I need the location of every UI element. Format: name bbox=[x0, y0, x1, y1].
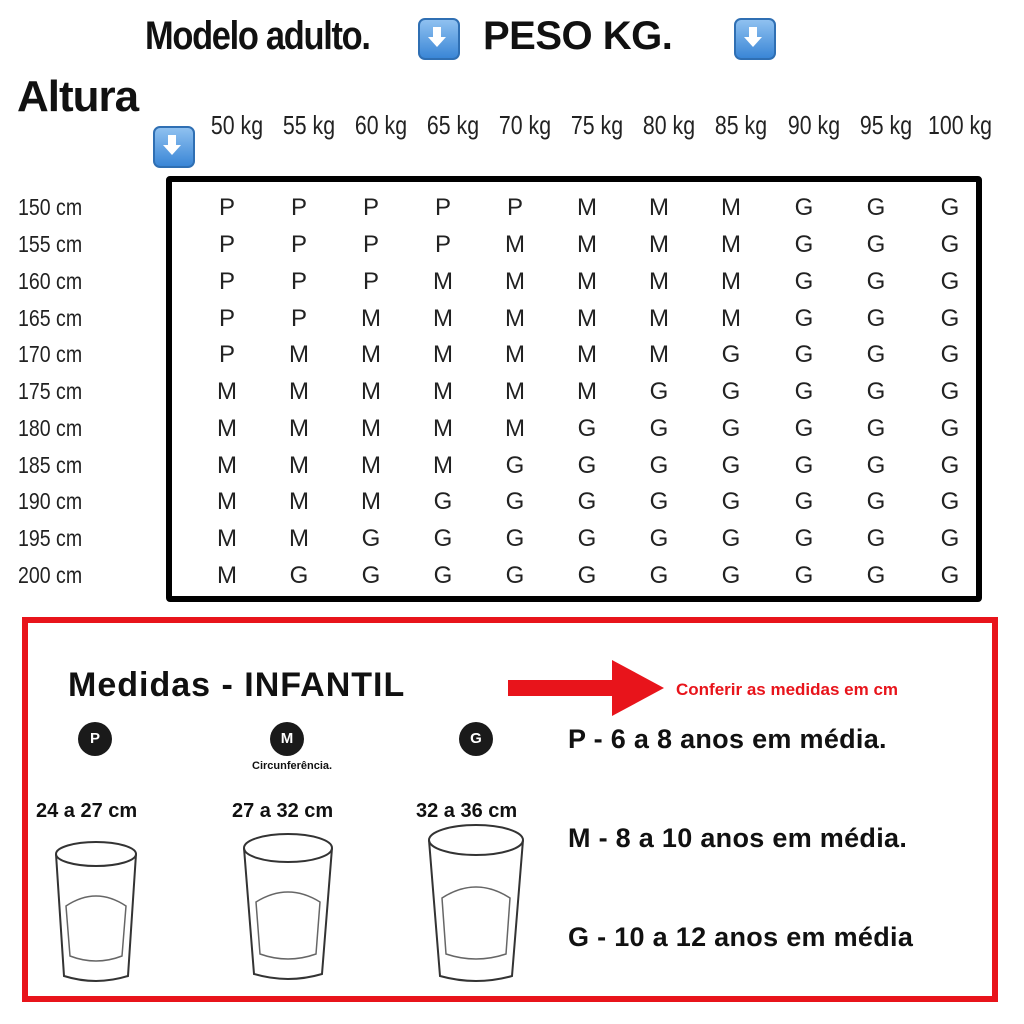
size-cell: M bbox=[217, 488, 237, 515]
height-label: 160 cm bbox=[18, 268, 83, 294]
size-cell: G bbox=[721, 341, 741, 368]
size-cell: G bbox=[577, 415, 597, 442]
size-cell: M bbox=[505, 341, 525, 368]
age-p: P - 6 a 8 anos em média. bbox=[568, 724, 887, 754]
size-cell: P bbox=[218, 194, 235, 221]
height-label: 150 cm bbox=[18, 194, 83, 220]
size-cell: G bbox=[940, 562, 960, 589]
range-g: 32 a 36 cm bbox=[416, 800, 518, 822]
size-cell: G bbox=[649, 452, 669, 479]
size-cell: M bbox=[361, 488, 381, 515]
size-cell: G bbox=[721, 378, 741, 405]
size-cell: P bbox=[218, 231, 235, 258]
size-cell: G bbox=[794, 378, 814, 405]
size-cell: G bbox=[866, 305, 886, 332]
size-cell: M bbox=[649, 341, 669, 368]
size-cell: P bbox=[362, 194, 379, 221]
height-label: 200 cm bbox=[18, 562, 83, 588]
weight-header: 50 kg bbox=[210, 110, 264, 140]
size-cell: G bbox=[649, 525, 669, 552]
size-cell: P bbox=[506, 194, 523, 221]
size-cell: G bbox=[794, 341, 814, 368]
age-m: M - 8 a 10 anos em média. bbox=[568, 823, 908, 853]
size-cell: G bbox=[866, 452, 886, 479]
title-weight: PESO KG. bbox=[483, 14, 673, 58]
height-label: 155 cm bbox=[18, 231, 83, 257]
range-m: 27 a 32 cm bbox=[232, 800, 334, 822]
size-badge-p: P bbox=[78, 722, 112, 756]
size-cell: M bbox=[505, 378, 525, 405]
size-cell: P bbox=[218, 268, 235, 295]
weight-header: 95 kg bbox=[859, 110, 913, 140]
size-cell: M bbox=[289, 488, 309, 515]
size-cell: G bbox=[505, 562, 525, 589]
weight-header: 100 kg bbox=[927, 110, 993, 140]
size-cell: M bbox=[361, 341, 381, 368]
size-cell: G bbox=[940, 194, 960, 221]
size-cell: G bbox=[721, 562, 741, 589]
size-cell: M bbox=[649, 231, 669, 258]
size-cell: M bbox=[361, 452, 381, 479]
size-cell: G bbox=[940, 525, 960, 552]
size-cell: M bbox=[721, 268, 741, 295]
height-label: 185 cm bbox=[18, 452, 83, 478]
size-cell: G bbox=[794, 305, 814, 332]
size-cell: G bbox=[940, 305, 960, 332]
size-cell: G bbox=[794, 525, 814, 552]
size-cell: G bbox=[577, 452, 597, 479]
size-cell: M bbox=[289, 452, 309, 479]
height-label: 165 cm bbox=[18, 305, 83, 331]
height-label: 180 cm bbox=[18, 415, 83, 441]
height-label: 195 cm bbox=[18, 525, 83, 551]
size-cell: G bbox=[794, 415, 814, 442]
size-cell: M bbox=[217, 378, 237, 405]
size-cell: G bbox=[505, 525, 525, 552]
size-cell: M bbox=[505, 268, 525, 295]
size-cell: G bbox=[361, 562, 381, 589]
size-cell: M bbox=[721, 231, 741, 258]
size-cell: G bbox=[794, 488, 814, 515]
size-cell: G bbox=[866, 268, 886, 295]
size-badge-m: M bbox=[270, 722, 304, 756]
size-cell: M bbox=[433, 268, 453, 295]
size-cell: P bbox=[290, 305, 307, 332]
height-label: 190 cm bbox=[18, 488, 83, 514]
size-cell: G bbox=[505, 452, 525, 479]
size-cell: M bbox=[649, 268, 669, 295]
size-cell: M bbox=[361, 305, 381, 332]
size-cell: G bbox=[794, 452, 814, 479]
size-cell: M bbox=[649, 305, 669, 332]
size-cell: M bbox=[217, 415, 237, 442]
size-cell: G bbox=[433, 562, 453, 589]
glass-icon bbox=[240, 828, 336, 984]
size-cell: G bbox=[940, 378, 960, 405]
size-cell: M bbox=[289, 525, 309, 552]
size-cell: G bbox=[866, 415, 886, 442]
size-cell: G bbox=[721, 525, 741, 552]
size-cell: M bbox=[721, 194, 741, 221]
size-cell: G bbox=[649, 378, 669, 405]
size-cell: G bbox=[649, 488, 669, 515]
size-cell: M bbox=[505, 231, 525, 258]
size-cell: M bbox=[721, 305, 741, 332]
size-cell: M bbox=[505, 305, 525, 332]
size-cell: M bbox=[433, 415, 453, 442]
size-cell: P bbox=[290, 268, 307, 295]
measure-note: Conferir as medidas em cm bbox=[676, 680, 899, 699]
size-cell: G bbox=[577, 525, 597, 552]
height-label: 175 cm bbox=[18, 378, 83, 404]
size-cell: G bbox=[721, 415, 741, 442]
weight-header: 80 kg bbox=[642, 110, 696, 140]
size-badge-g: G bbox=[459, 722, 493, 756]
size-cell: G bbox=[577, 488, 597, 515]
size-cell: G bbox=[361, 525, 381, 552]
size-cell: G bbox=[866, 378, 886, 405]
weight-header: 65 kg bbox=[426, 110, 480, 140]
size-cell: M bbox=[505, 415, 525, 442]
size-cell: G bbox=[940, 452, 960, 479]
size-cell: G bbox=[794, 562, 814, 589]
size-cell: G bbox=[433, 488, 453, 515]
size-cell: G bbox=[940, 415, 960, 442]
size-cell: G bbox=[577, 562, 597, 589]
size-cell: G bbox=[866, 525, 886, 552]
title-model: Modelo adulto. bbox=[145, 14, 370, 58]
size-cell: G bbox=[433, 525, 453, 552]
weight-header: 60 kg bbox=[354, 110, 408, 140]
size-cell: P bbox=[218, 305, 235, 332]
age-g: G - 10 a 12 anos em média bbox=[568, 922, 914, 952]
size-cell: M bbox=[433, 378, 453, 405]
size-cell: G bbox=[794, 194, 814, 221]
size-cell: P bbox=[218, 341, 235, 368]
glass-icon bbox=[426, 820, 526, 986]
size-cell: P bbox=[434, 231, 451, 258]
size-cell: G bbox=[794, 231, 814, 258]
size-cell: G bbox=[940, 231, 960, 258]
size-cell: M bbox=[289, 415, 309, 442]
size-cell: M bbox=[433, 305, 453, 332]
size-cell: G bbox=[940, 341, 960, 368]
size-cell: G bbox=[866, 562, 886, 589]
size-cell: M bbox=[289, 378, 309, 405]
size-cell: G bbox=[649, 415, 669, 442]
range-p: 24 a 27 cm bbox=[36, 800, 138, 822]
weight-header: 70 kg bbox=[498, 110, 552, 140]
height-label: 170 cm bbox=[18, 341, 83, 367]
circumference-label: Circunferência. bbox=[252, 760, 333, 772]
size-cell: M bbox=[217, 525, 237, 552]
size-cell: G bbox=[649, 562, 669, 589]
size-cell: M bbox=[577, 194, 597, 221]
infantil-title: Medidas - INFANTIL bbox=[68, 666, 406, 704]
size-cell: P bbox=[290, 194, 307, 221]
weight-header: 75 kg bbox=[570, 110, 624, 140]
size-cell: M bbox=[361, 378, 381, 405]
weight-header: 90 kg bbox=[787, 110, 841, 140]
size-cell: M bbox=[217, 562, 237, 589]
size-cell: M bbox=[361, 415, 381, 442]
size-cell: G bbox=[721, 488, 741, 515]
size-cell: G bbox=[866, 341, 886, 368]
size-cell: M bbox=[577, 378, 597, 405]
height-label: Altura bbox=[17, 72, 139, 121]
size-cell: G bbox=[940, 268, 960, 295]
size-cell: M bbox=[433, 341, 453, 368]
weight-header: 85 kg bbox=[714, 110, 768, 140]
size-cell: G bbox=[721, 452, 741, 479]
size-cell: M bbox=[217, 452, 237, 479]
size-cell: G bbox=[866, 194, 886, 221]
size-cell: M bbox=[289, 341, 309, 368]
glass-icon bbox=[48, 836, 144, 986]
size-cell: P bbox=[362, 268, 379, 295]
size-cell: P bbox=[362, 231, 379, 258]
down-arrow-icon bbox=[153, 126, 195, 168]
red-arrow-icon bbox=[508, 658, 668, 718]
size-cell: P bbox=[290, 231, 307, 258]
size-cell: M bbox=[577, 305, 597, 332]
size-cell: P bbox=[434, 194, 451, 221]
size-cell: M bbox=[577, 268, 597, 295]
size-cell: G bbox=[505, 488, 525, 515]
size-cell: G bbox=[794, 268, 814, 295]
down-arrow-icon bbox=[734, 18, 776, 60]
weight-header: 55 kg bbox=[282, 110, 336, 140]
size-cell: G bbox=[866, 488, 886, 515]
size-cell: M bbox=[577, 341, 597, 368]
size-cell: G bbox=[289, 562, 309, 589]
size-cell: G bbox=[866, 231, 886, 258]
size-cell: G bbox=[940, 488, 960, 515]
down-arrow-icon bbox=[418, 18, 460, 60]
size-cell: M bbox=[649, 194, 669, 221]
size-cell: M bbox=[433, 452, 453, 479]
size-cell: M bbox=[577, 231, 597, 258]
